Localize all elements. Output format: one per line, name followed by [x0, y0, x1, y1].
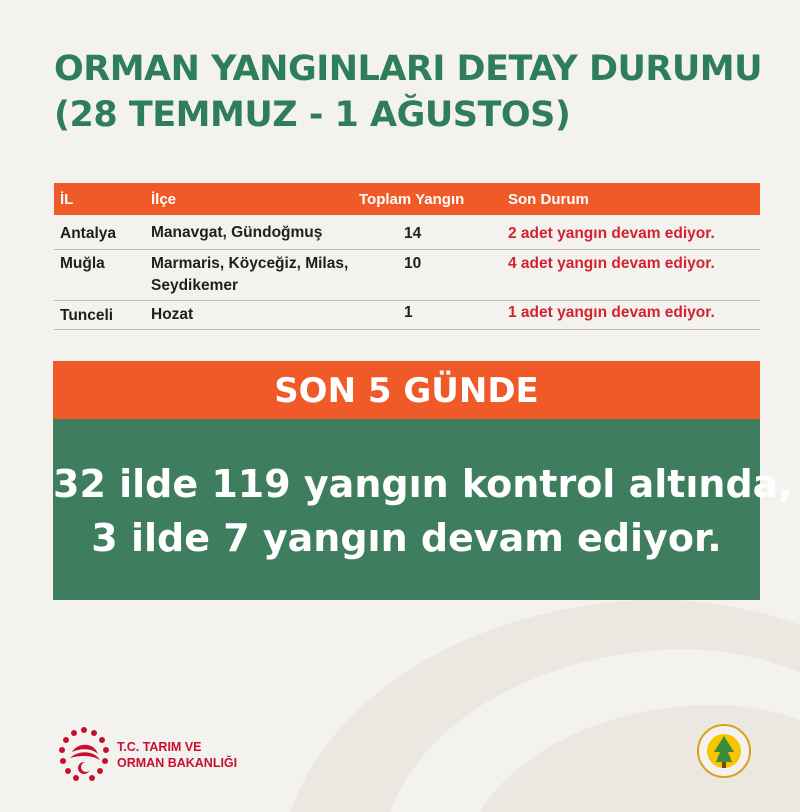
header-ilce: İlçe [151, 191, 177, 208]
ogm-logo-icon [696, 722, 752, 780]
cell-toplam: 10 [404, 255, 422, 272]
ministry-emblem-icon [54, 722, 114, 792]
page-title [54, 46, 762, 138]
cell-durum: 4 adet yangın devam ediyor. [508, 255, 715, 272]
cell-il: Tunceli [60, 307, 114, 324]
summary-line-2: 3 ilde 7 yangın devam ediyor. [91, 516, 722, 560]
cell-il: Muğla [60, 255, 105, 272]
summary-line-1: 32 ilde 119 yangın kontrol altında, [53, 462, 793, 506]
fire-detail-table [54, 183, 760, 330]
cell-il: Antalya [60, 225, 116, 242]
summary-panel [53, 419, 793, 600]
cell-durum: 2 adet yangın devam ediyor. [508, 225, 715, 242]
header-durum: Son Durum [508, 191, 589, 208]
ministry-line-1: T.C. TARIM VE [117, 740, 202, 754]
table-header [54, 183, 760, 215]
table-row [54, 215, 760, 250]
cell-ilce: Manavgat, Gündoğmuş [151, 224, 323, 241]
cell-ilce: Hozat [151, 306, 194, 323]
ministry-name [117, 739, 237, 771]
cell-toplam: 14 [404, 225, 422, 242]
cell-ilce: Marmaris, Köyceğiz, Milas, Seydikemer [151, 255, 349, 294]
ministry-line-2: ORMAN BAKANLIĞI [117, 756, 238, 770]
table-row [54, 250, 760, 301]
summary-heading: SON 5 GÜNDE [53, 361, 760, 419]
cell-durum: 1 adet yangın devam ediyor. [508, 304, 715, 321]
cell-toplam: 1 [404, 304, 413, 321]
table-row [54, 301, 760, 330]
title-line-2: (28 TEMMUZ - 1 AĞUSTOS) [54, 95, 571, 135]
header-il: İL [60, 191, 74, 208]
title-line-1: ORMAN YANGINLARI DETAY DURUMU [54, 49, 763, 89]
header-toplam: Toplam Yangın [359, 191, 465, 208]
